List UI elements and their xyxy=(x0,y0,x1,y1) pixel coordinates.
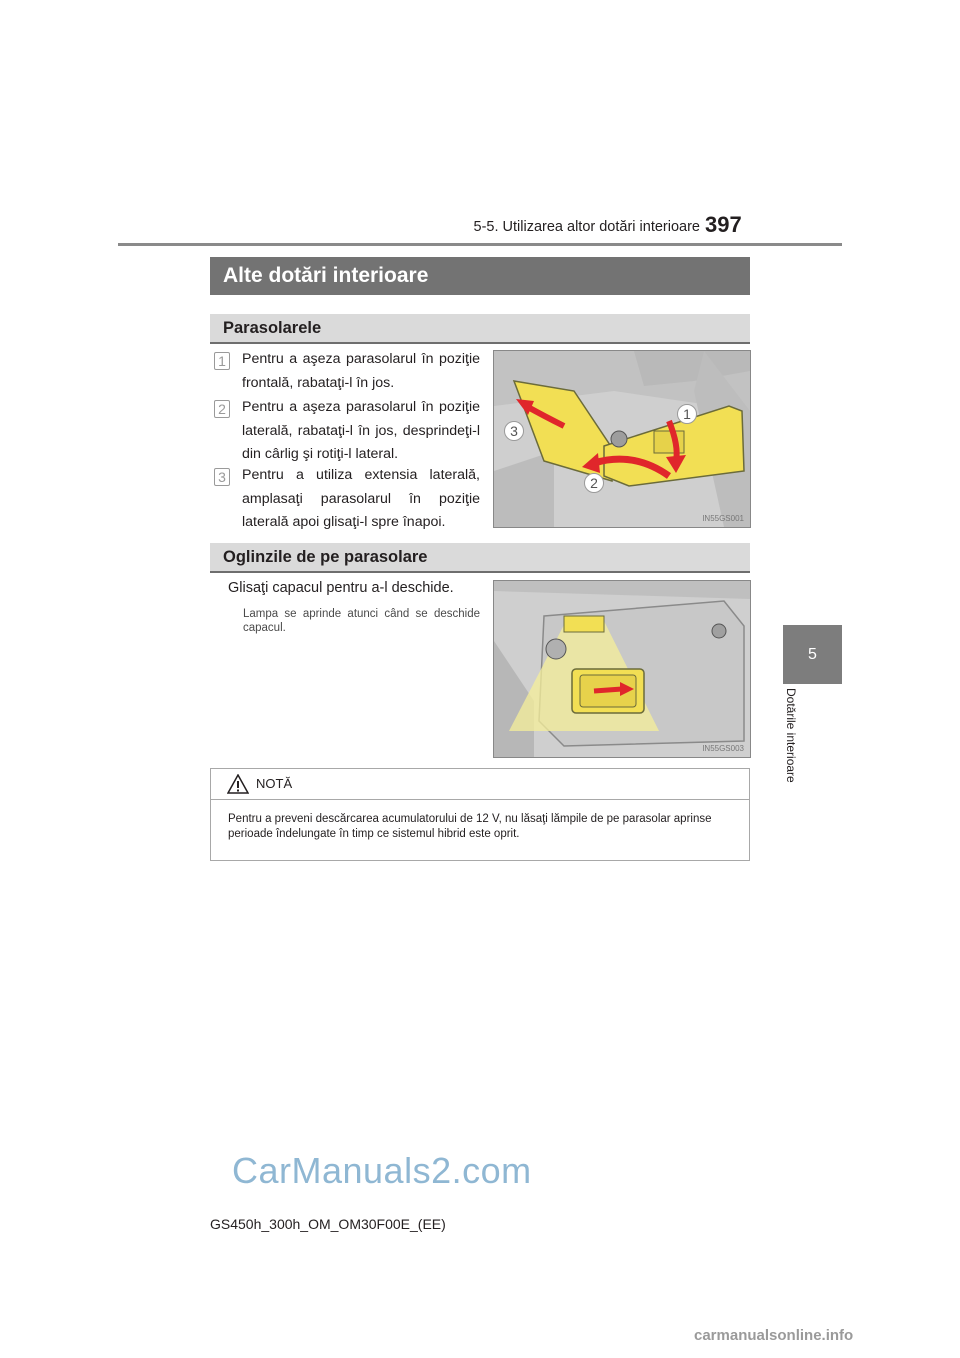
step-text-1: Pentru a aşeza parasolarul în poziţie frontală, rabataţi-l în jos. xyxy=(242,351,480,391)
sunvisor-illustration xyxy=(493,350,751,528)
section-heading-mirrors: Oglinzile de pe parasolare xyxy=(210,543,750,573)
notice-header xyxy=(211,769,749,800)
step-text-2: Pentru a aşeza parasolarul în poziţie laterală, rabataţi-l în jos, desprindeţi-l din cârlig şi rotiţi-l lateral. xyxy=(242,399,480,462)
chapter-tab-label: Dotările interioare xyxy=(784,688,798,783)
step-text-3: Pentru a utiliza extensia laterală, amplasaţi parasolarul în poziţie laterală apoi glisaţi-l spre înapoi. xyxy=(242,467,480,530)
callout-2: 2 xyxy=(584,473,604,493)
notice-title: NOTĂ xyxy=(256,776,293,791)
callout-3: 3 xyxy=(504,421,524,441)
sunvisor-drawing xyxy=(494,351,750,527)
page-number: 397 xyxy=(705,212,742,237)
section-heading-sunvisors: Parasolarele xyxy=(210,314,750,344)
running-header-section: 5-5. Utilizarea altor dotări interioare xyxy=(473,219,700,235)
watermark-carmanuals: CarManuals2.com xyxy=(232,1150,532,1191)
chapter-tab-label-container xyxy=(776,688,806,808)
header-rule xyxy=(118,243,842,246)
watermark-online: carmanualsonline.info xyxy=(694,1327,854,1344)
notice-box xyxy=(210,768,750,861)
image-code: IN55GS003 xyxy=(702,744,744,753)
step-number-3: 3 xyxy=(214,468,230,486)
page-title: Alte dotări interioare xyxy=(210,257,750,295)
mirror-instruction: Glisaţi capacul pentru a-l deschide. xyxy=(228,580,454,596)
notice-body: Pentru a preveni descărcarea acumulatorului de 12 V, nu lăsaţi lămpile de pe parasolar aprinse perioade îndelungate în timp ce sistemul hibrid este oprit. xyxy=(228,813,712,840)
callout-1: 1 xyxy=(677,404,697,424)
step-number-2: 2 xyxy=(214,400,230,418)
step-number-1: 1 xyxy=(214,352,230,370)
chapter-tab: 5 xyxy=(783,625,842,684)
image-code: IN55GS001 xyxy=(702,514,744,523)
mirror-drawing xyxy=(494,581,750,757)
warning-triangle-icon xyxy=(227,774,249,794)
mirror-lamp-note: Lampa se aprinde atunci când se deschide capacul. xyxy=(243,608,480,634)
mirror-illustration xyxy=(493,580,751,758)
footer-code: GS450h_300h_OM_OM30F00E_(EE) xyxy=(210,1216,446,1232)
